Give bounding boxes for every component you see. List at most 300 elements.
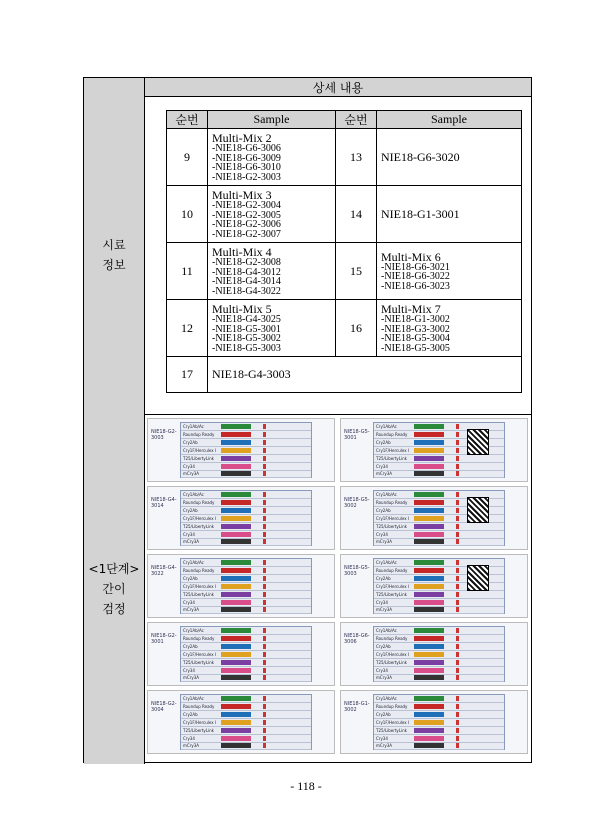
strip-line [456, 696, 459, 701]
strip-line [263, 500, 266, 505]
strip-lane [181, 695, 311, 703]
strip-band [414, 456, 444, 461]
sample-note: NIE18-G2-3001 [151, 633, 177, 645]
strip-label: Cry34 [376, 735, 388, 741]
sample-cell [208, 129, 336, 186]
sample-id: -NIE18-G5-3002 [212, 333, 281, 344]
header-row [84, 78, 531, 97]
strip-line [456, 516, 459, 521]
sample-info-label-line-1: 시료 [102, 238, 126, 252]
strip-lane [374, 599, 504, 607]
strip-band [221, 516, 251, 521]
strip-label: Roundup Ready [376, 703, 408, 709]
sample-no: 10 [167, 186, 208, 243]
strip-line [456, 532, 459, 537]
sample-id: -NIE18-G2-3008 [212, 257, 281, 268]
strip-line [456, 628, 459, 633]
strip-line [263, 675, 266, 680]
strip-lane [181, 567, 311, 575]
strip-label: Cry1F/Herculex I [376, 515, 410, 521]
strip-label: Roundup Ready [183, 703, 215, 709]
strip-label: Roundup Ready [183, 499, 215, 505]
strip-lane [374, 627, 504, 635]
strip-line [263, 628, 266, 633]
strip-band [414, 576, 444, 581]
strip-lane [181, 735, 311, 743]
strip-line [456, 492, 459, 497]
strip-lane [181, 606, 311, 614]
strip-label: Roundup Ready [376, 567, 408, 573]
sample-no: 12 [167, 300, 208, 357]
strip-lane [374, 606, 504, 614]
sample-row [167, 186, 522, 243]
test-strip-photo [147, 418, 335, 482]
strip-label: Cry1Ab/Ac [376, 696, 397, 701]
strip-lane [181, 599, 311, 607]
sample-id: -NIE18-G5-3001 [212, 323, 281, 335]
strip-band [221, 720, 251, 725]
multi-mix-title: Multi-Mix 5 [212, 302, 272, 316]
strip-label: T25/LibertyLink [376, 659, 407, 665]
strip-label: T25/LibertyLink [183, 523, 214, 529]
strip-label: Cry1Ab/Ac [376, 424, 397, 429]
strip-label: Cry2Ab [183, 643, 198, 649]
strip-label: T25/LibertyLink [376, 455, 407, 461]
strip-label: T25/LibertyLink [376, 727, 407, 733]
strip-band [414, 636, 444, 641]
strip-lane [181, 643, 311, 651]
test-strip-photo [340, 554, 528, 618]
col-header-no-1: 순번 [167, 111, 208, 129]
strip-band [221, 492, 251, 497]
strip-lane [374, 667, 504, 675]
strip-band [414, 448, 444, 453]
qr-code [467, 497, 489, 523]
strip-lane [181, 659, 311, 667]
multi-mix-title: Multi-Mix 2 [212, 131, 272, 145]
strip-label: Cry1F/Herculex I [183, 583, 217, 589]
strip-line [263, 424, 266, 429]
strip-lane [181, 523, 311, 531]
sample-row [167, 357, 522, 393]
sample-id: -NIE18-G5-3003 [212, 342, 281, 354]
strip-label: Cry1F/Herculex I [376, 719, 410, 725]
test-strip-photo [147, 554, 335, 618]
sample-id: -NIE18-G6-3006 [212, 143, 281, 154]
strip-panel [180, 558, 312, 614]
strip-lane [181, 674, 311, 682]
sample-cell: NIE18-G4-3003 [208, 357, 522, 393]
strip-lane [374, 659, 504, 667]
sample-note: NIE18-G5-3001 [344, 429, 370, 441]
strip-lane [181, 499, 311, 507]
strip-label: mCry3A [183, 675, 199, 681]
strip-label: Roundup Ready [183, 431, 215, 437]
test-label [84, 414, 145, 764]
strip-line [263, 668, 266, 673]
sample-id: -NIE18-G4-3014 [212, 276, 281, 287]
strip-lane [374, 591, 504, 599]
strip-line [456, 432, 459, 437]
strip-label: mCry3A [183, 607, 199, 613]
strip-line [456, 728, 459, 733]
sample-note: NIE18-G6-3006 [344, 633, 370, 645]
strip-band [414, 432, 444, 437]
col-header-no-2: 순번 [336, 111, 377, 129]
strip-line [263, 516, 266, 521]
strip-lane [181, 627, 311, 635]
strip-line [263, 576, 266, 581]
multi-mix-title: Multi-Mix 6 [381, 249, 441, 264]
sample-id: -NIE18-G2-3006 [212, 219, 281, 230]
strip-label: T25/LibertyLink [183, 659, 214, 665]
test-strip-photo [147, 690, 335, 754]
strip-panel [180, 490, 312, 546]
strip-label: mCry3A [183, 539, 199, 545]
sample-note: NIE18-G5-3003 [344, 565, 370, 577]
strip-band [414, 600, 444, 605]
strip-line [456, 500, 459, 505]
strip-lane [374, 463, 504, 471]
strip-line [456, 712, 459, 717]
strip-line [456, 675, 459, 680]
sample-id: -NIE18-G1-3002 [381, 314, 450, 325]
strip-lane [181, 431, 311, 439]
strip-label: Cry34 [376, 463, 388, 469]
strip-label: T25/LibertyLink [183, 727, 214, 733]
strip-line [263, 704, 266, 709]
strip-lane [374, 651, 504, 659]
sample-table-header [167, 111, 522, 129]
strip-lane [181, 575, 311, 583]
strip-lane [181, 463, 311, 471]
sample-note: NIE18-G4-3014 [151, 497, 177, 509]
strip-line [263, 532, 266, 537]
strip-line [263, 464, 266, 469]
sample-id: -NIE18-G6-3010 [212, 162, 281, 173]
strip-lane [181, 719, 311, 727]
qr-code [467, 429, 489, 455]
strip-panel [180, 422, 312, 478]
strip-band [414, 607, 444, 612]
strip-line [263, 636, 266, 641]
sample-cell: NIE18-G6-3020 [377, 129, 522, 186]
strip-line [456, 508, 459, 513]
strip-lane [181, 531, 311, 539]
strip-band [414, 524, 444, 529]
strip-band [414, 424, 444, 429]
strip-label: Cry1F/Herculex I [183, 447, 217, 453]
strip-line [263, 471, 266, 476]
strip-lane [374, 695, 504, 703]
strip-label: mCry3A [376, 607, 392, 613]
strip-label: Cry34 [183, 735, 195, 741]
sample-cell [377, 300, 522, 357]
strip-band [414, 644, 444, 649]
test-strip-photo [340, 690, 528, 754]
strip-label: Cry1Ab/Ac [183, 696, 204, 701]
sample-id: -NIE18-G2-3005 [212, 209, 281, 221]
strip-lane [181, 742, 311, 750]
strip-label: Cry2Ab [376, 643, 391, 649]
sample-id: -NIE18-G2-3007 [212, 228, 281, 240]
strip-panel [373, 626, 505, 682]
strip-label: mCry3A [183, 471, 199, 477]
test-strip-photo [340, 622, 528, 686]
strip-label: mCry3A [376, 675, 392, 681]
sample-cell [208, 300, 336, 357]
strip-band [414, 464, 444, 469]
sample-id: -NIE18-G2-3004 [212, 200, 281, 211]
page-number: - 118 - [290, 779, 322, 793]
strip-line [456, 471, 459, 476]
strip-label: Cry34 [183, 463, 195, 469]
strip-lane [181, 470, 311, 478]
strip-band [414, 728, 444, 733]
strip-band [414, 704, 444, 709]
strip-band [221, 568, 251, 573]
strip-panel [180, 626, 312, 682]
strip-band [414, 628, 444, 633]
strip-line [263, 584, 266, 589]
strip-band [221, 539, 251, 544]
strip-label: mCry3A [376, 743, 392, 749]
strip-band [221, 576, 251, 581]
sample-no: 15 [336, 243, 377, 300]
strip-line [263, 728, 266, 733]
strip-label: T25/LibertyLink [183, 455, 214, 461]
strip-band [414, 736, 444, 741]
sample-table [166, 110, 522, 393]
strip-line [263, 712, 266, 717]
strip-lane [181, 491, 311, 499]
strip-band [221, 584, 251, 589]
strip-line [456, 660, 459, 665]
test-strip-photo [340, 418, 528, 482]
header-blank-cell [84, 78, 145, 96]
strip-panel [373, 694, 505, 750]
strip-line [456, 704, 459, 709]
multi-mix-title: Multi-Mix 7 [381, 302, 441, 316]
sample-cell [377, 243, 522, 300]
strip-lane [374, 719, 504, 727]
strip-line [263, 600, 266, 605]
sample-id: -NIE18-G6-3009 [212, 152, 281, 164]
strip-band [414, 560, 444, 565]
strip-line [456, 736, 459, 741]
strip-lane [181, 591, 311, 599]
strip-label: Cry2Ab [376, 439, 391, 445]
strip-band [414, 592, 444, 597]
strip-label: Cry1Ab/Ac [376, 492, 397, 497]
strip-line [263, 696, 266, 701]
strip-label: Cry2Ab [183, 711, 198, 717]
strip-label: mCry3A [183, 743, 199, 749]
strip-label: mCry3A [376, 471, 392, 477]
strip-band [221, 592, 251, 597]
strip-band [221, 728, 251, 733]
strip-label: Cry1Ab/Ac [183, 492, 204, 497]
strip-band [414, 743, 444, 748]
strip-line [456, 720, 459, 725]
strip-lane [181, 583, 311, 591]
strip-line [263, 720, 266, 725]
strip-band [221, 508, 251, 513]
strip-line [456, 448, 459, 453]
sample-no: 13 [336, 129, 377, 186]
strip-label: Cry2Ab [183, 507, 198, 513]
strip-lane [374, 742, 504, 750]
strip-label: Cry1Ab/Ac [183, 560, 204, 565]
strip-label: Cry1F/Herculex I [183, 719, 217, 725]
strip-label: Cry1F/Herculex I [376, 447, 410, 453]
strip-band [414, 471, 444, 476]
test-label-line-1: <1단계> [88, 562, 140, 576]
sample-no: 9 [167, 129, 208, 186]
strip-lane [181, 703, 311, 711]
sample-no: 17 [167, 357, 208, 393]
strip-band [414, 500, 444, 505]
strip-line [456, 600, 459, 605]
strip-band [414, 539, 444, 544]
strip-band [221, 628, 251, 633]
strip-lane [181, 727, 311, 735]
strip-band [414, 712, 444, 717]
strip-label: Cry2Ab [183, 575, 198, 581]
strip-lane [374, 455, 504, 463]
strip-label: T25/LibertyLink [376, 523, 407, 529]
strip-line [263, 743, 266, 748]
sample-note: NIE18-G4-3022 [151, 565, 177, 577]
strip-line [456, 607, 459, 612]
strip-band [414, 440, 444, 445]
strip-label: Cry34 [183, 667, 195, 673]
strip-lane [374, 643, 504, 651]
strip-line [456, 576, 459, 581]
sample-id: -NIE18-G4-3025 [212, 314, 281, 325]
strip-band [221, 500, 251, 505]
strip-band [414, 568, 444, 573]
strip-lane [374, 531, 504, 539]
strip-band [414, 508, 444, 513]
strip-line [456, 539, 459, 544]
sample-id: -NIE18-G5-3004 [381, 333, 450, 344]
strip-band [221, 560, 251, 565]
strip-label: Cry34 [376, 599, 388, 605]
strip-line [263, 652, 266, 657]
strip-band [221, 464, 251, 469]
strip-line [263, 432, 266, 437]
strip-lane [181, 711, 311, 719]
strip-line [263, 524, 266, 529]
sample-info-label-line-2: 정보 [102, 258, 126, 272]
strip-label: Cry1F/Herculex I [376, 583, 410, 589]
sample-note: NIE18-G2-3003 [151, 429, 177, 441]
strip-band [221, 743, 251, 748]
strip-band [221, 440, 251, 445]
strip-lane [181, 559, 311, 567]
strip-line [263, 456, 266, 461]
sample-cell [208, 186, 336, 243]
strip-lane [374, 523, 504, 531]
strip-label: Cry1Ab/Ac [183, 628, 204, 633]
strip-band [414, 660, 444, 665]
strip-lane [181, 651, 311, 659]
strip-line [263, 592, 266, 597]
strip-lane [181, 439, 311, 447]
strip-label: mCry3A [376, 539, 392, 545]
strip-label: Cry1Ab/Ac [183, 424, 204, 429]
strip-band [414, 584, 444, 589]
strip-lane [181, 507, 311, 515]
strip-band [221, 607, 251, 612]
strip-label: Cry2Ab [183, 439, 198, 445]
sample-no: 11 [167, 243, 208, 300]
sample-id: -NIE18-G3-3002 [381, 323, 450, 335]
strip-lane [374, 635, 504, 643]
strip-line [456, 743, 459, 748]
sample-id: -NIE18-G6-3021 [381, 261, 450, 273]
strip-line [263, 736, 266, 741]
strip-label: Roundup Ready [183, 635, 215, 641]
strip-line [456, 560, 459, 565]
sample-row [167, 243, 522, 300]
multi-mix-title: Multi-Mix 4 [212, 245, 272, 259]
strip-band [414, 720, 444, 725]
strip-band [414, 668, 444, 673]
strip-lane [374, 711, 504, 719]
strip-band [221, 712, 251, 717]
strip-line [456, 440, 459, 445]
strip-line [263, 440, 266, 445]
strip-band [221, 456, 251, 461]
sample-no: 16 [336, 300, 377, 357]
sample-note: NIE18-G5-3002 [344, 497, 370, 509]
strip-line [263, 568, 266, 573]
test-strip-photo [147, 486, 335, 550]
strip-band [221, 704, 251, 709]
strip-band [221, 660, 251, 665]
strip-band [221, 644, 251, 649]
strip-band [221, 532, 251, 537]
strip-band [221, 668, 251, 673]
strip-label: Roundup Ready [376, 431, 408, 437]
strip-lane [181, 667, 311, 675]
sample-note: NIE18-G1-3002 [344, 701, 370, 713]
qr-code [467, 565, 489, 591]
strip-label: T25/LibertyLink [376, 591, 407, 597]
sample-row [167, 129, 522, 186]
strip-label: Cry34 [376, 531, 388, 537]
strip-label: Cry1Ab/Ac [376, 628, 397, 633]
test-label-line-3: 검정 [102, 602, 126, 616]
strip-line [456, 636, 459, 641]
strip-lane [181, 423, 311, 431]
sample-id: -NIE18-G4-3012 [212, 266, 281, 278]
strip-line [263, 644, 266, 649]
col-header-sample-1: Sample [208, 111, 336, 129]
strip-lane [374, 703, 504, 711]
multi-mix-title: Multi-Mix 3 [212, 188, 272, 202]
strip-band [414, 696, 444, 701]
strip-line [263, 560, 266, 565]
strip-label: Roundup Ready [376, 499, 408, 505]
test-section [84, 414, 531, 764]
sample-id: -NIE18-G6-3023 [381, 280, 450, 292]
strip-lane [181, 455, 311, 463]
strip-lane [374, 674, 504, 682]
sample-note: NIE18-G2-3004 [151, 701, 177, 713]
